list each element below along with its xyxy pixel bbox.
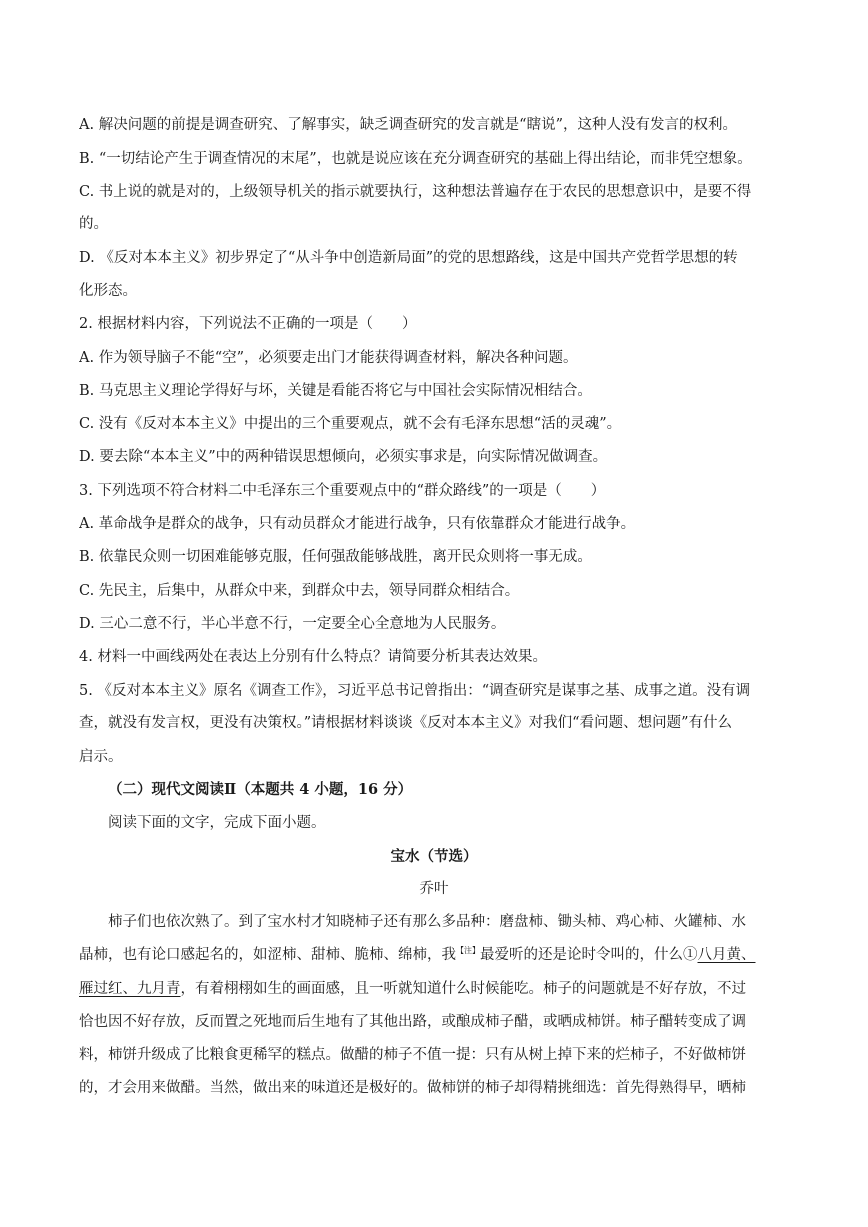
q3-option-a: A. 革命战争是群众的战争，只有动员群众才能进行战争，只有依靠群众才能进行战争。 <box>79 516 636 532</box>
passage-title: 宝水（节选） <box>390 848 478 865</box>
passage-line-6: 的，才会用来做醋。当然，做出来的味道还是极好的。做柿饼的柿子却得精挑细选：首先得熟得早，晒柿 <box>79 1080 746 1096</box>
q2-option-a: A. 作为领导脑子不能“空”，必须要走出门才能获得调查材料，解决各种问题。 <box>79 350 578 366</box>
underlined-phrase-1b: 雁过红、九月青 <box>79 981 181 997</box>
passage-line-3-text: ，有着栩栩如生的画面感，且一听就知道什么时候能吃。柿子的问题就是不好存放，不过 <box>180 981 746 997</box>
q5-stem-line1: 5. 《反对本本主义》原名《调查工作》，习近平总书记曾指出：“调查研究是谋事之基、成事之道。没有调 <box>79 683 751 699</box>
passage-line-4: 恰也因不好存放，反而置之死地而后生地有了其他出路，或酿成柿子醋，或晒成柿饼。柿子醋转变成了调 <box>79 1014 746 1030</box>
passage-line-2 <box>79 945 791 965</box>
q1-option-c-line1: C. 书上说的就是对的，上级领导机关的指示就要执行，这种想法普遍存在于农民的思想意识中，是要不得 <box>79 184 752 200</box>
q3-option-d: D. 三心二意不行，半心半意不行，一定要全心全意地为人民服务。 <box>79 616 506 632</box>
passage-author: 乔叶 <box>419 881 449 897</box>
q1-option-d-line1: D. 《反对本本主义》初步界定了“从斗争中创造新局面”的党的思想路线，这是中国共产党哲学思想的转 <box>79 250 738 266</box>
passage-line-3 <box>79 979 791 999</box>
passage-line-2-text-a: 晶柿，也有论口感起名的，如涩柿、甜柿、脆柿、绵柿，我 <box>79 947 456 963</box>
q2-option-b: B. 马克思主义理论学得好与坏，关键是看能否将它与中国社会实际情况相结合。 <box>79 383 592 399</box>
q1-option-b: B. “一切结论产生于调查情况的末尾”，也就是说应该在充分调查研究的基础上得出结论，而非凭空想象。 <box>79 151 752 167</box>
reading-instruction: 阅读下面的文字，完成下面小题。 <box>108 815 326 831</box>
q4-stem: 4. 材料一中画线两处在表达上分别有什么特点？请简要分析其表达效果。 <box>79 649 547 665</box>
section-heading: （二）现代文阅读Ⅱ（本题共 4 小题，16 分） <box>108 781 413 798</box>
q3-stem: 3. 下列选项不符合材料二中毛泽东三个重要观点中的“群众路线”的一项是（ ） <box>79 483 606 499</box>
q3-option-c: C. 先民主，后集中，从群众中来，到群众中去，领导同群众相结合。 <box>79 583 520 599</box>
passage-line-5: 料，柿饼升级成了比粮食更稀罕的糕点。做醋的柿子不值一提：只有从树上掉下来的烂柿子，不好做柿饼 <box>79 1047 746 1063</box>
q2-option-d: D. 要去除“本本主义”中的两种错误思想倾向，必须实事求是，向实际情况做调查。 <box>79 449 608 465</box>
q2-stem: 2. 根据材料内容，下列说法不正确的一项是（ ） <box>79 316 417 332</box>
q1-option-c-line2: 的。 <box>79 216 108 232</box>
passage-line-2-text-b: 最爱听的还是论时令叫的，什么① <box>480 947 698 963</box>
q2-option-c: C. 没有《反对本本主义》中提出的三个重要观点，就不会有毛泽东思想“活的灵魂”。 <box>79 416 622 432</box>
underlined-phrase-1a: 八月黄、 <box>697 947 756 963</box>
q3-option-b: B. 依靠民众则一切困难能够克服，任何强敌能够战胜，离开民众则将一事无成。 <box>79 549 592 565</box>
passage-line-1: 柿子们也依次熟了。到了宝水村才知晓柿子还有那么多品种：磨盘柿、锄头柿、鸡心柿、火罐柿、水 <box>108 914 746 930</box>
q5-stem-line2: 查，就没有发言权，更没有决策权。”请根据材料谈谈《反对本本主义》对我们“看问题、想问题”有什么 <box>79 715 732 731</box>
annotation-marker: 【注】 <box>456 946 480 956</box>
q1-option-d-line2: 化形态。 <box>79 283 137 299</box>
q1-option-a: A. 解决问题的前提是调查研究、了解事实，缺乏调查研究的发言就是“瞎说”，这种人没有发言的权利。 <box>79 117 738 133</box>
q5-stem-line3: 启示。 <box>79 749 123 765</box>
